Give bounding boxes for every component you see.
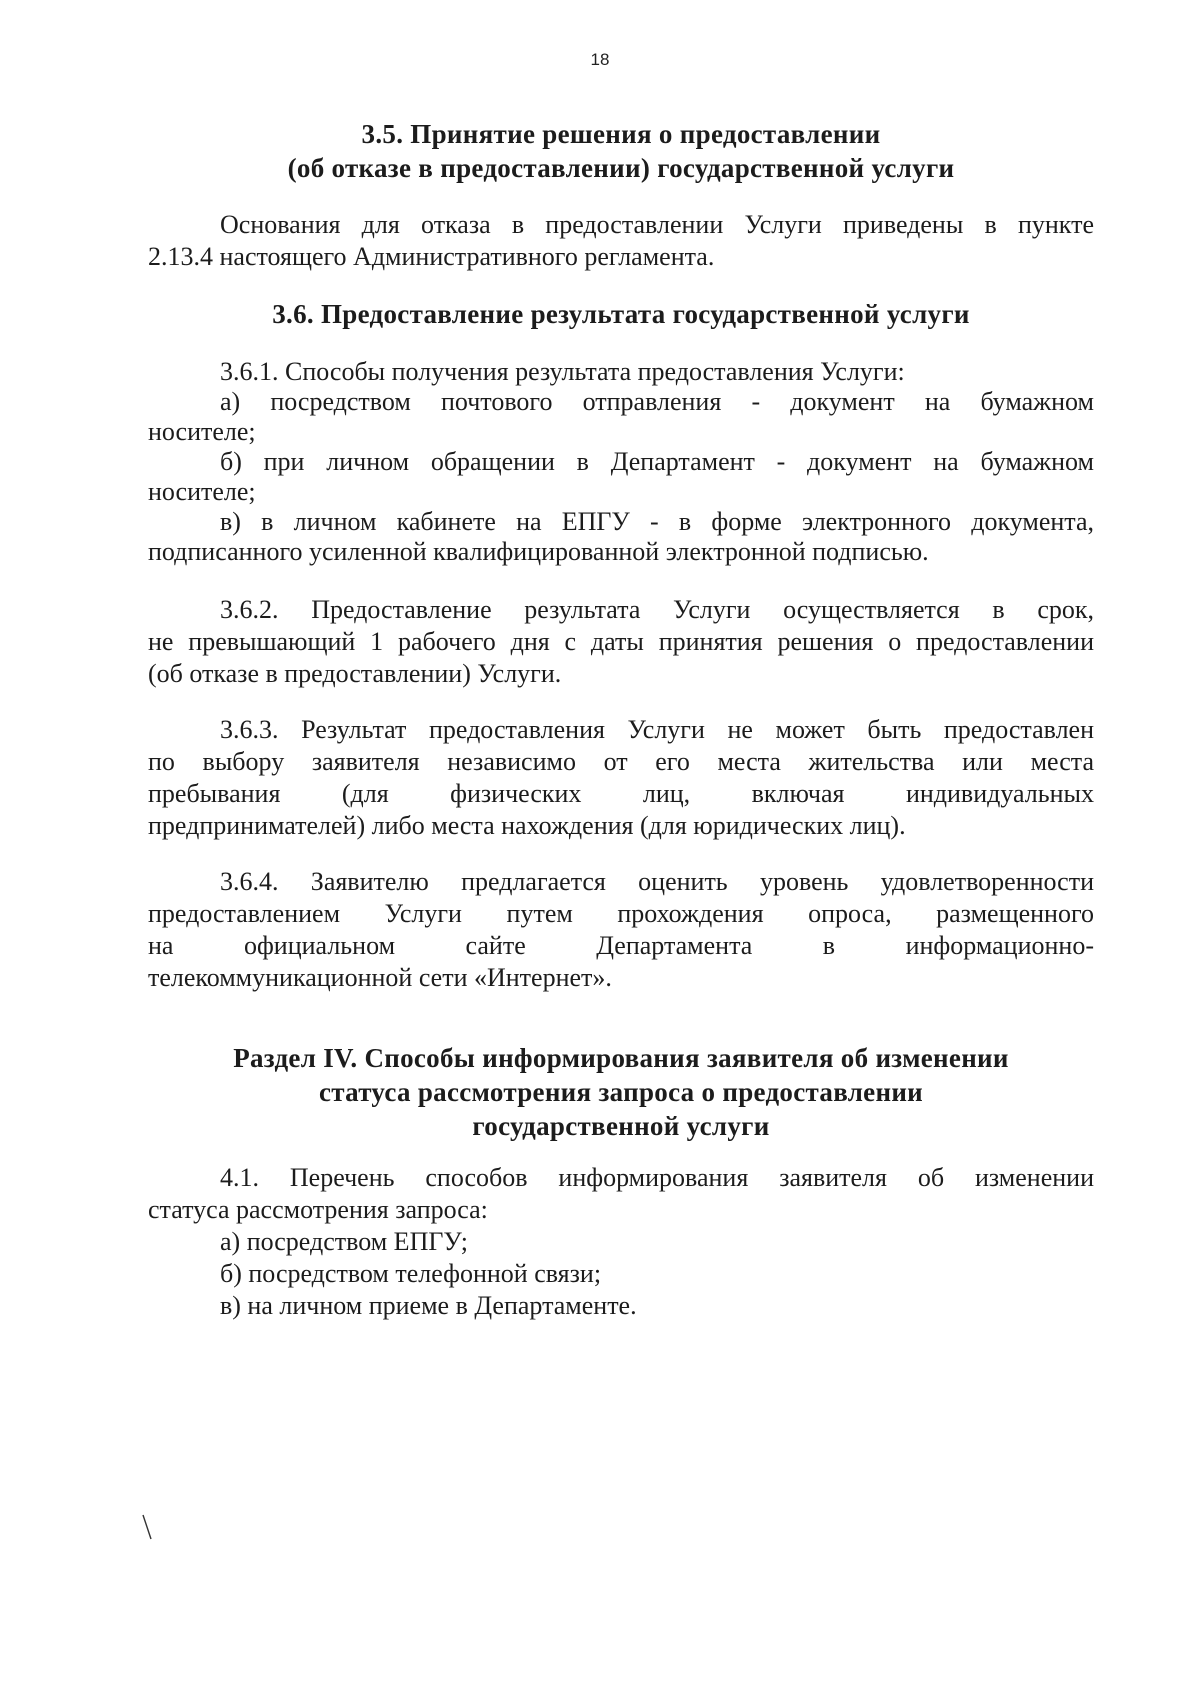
heading-line: 3.6. Предоставление результата государственной услуги <box>272 299 970 329</box>
text-line: пребывания (для физических лиц, включая индивидуальных <box>148 779 1094 808</box>
text-line: 2.13.4 настоящего Административного регламента. <box>148 242 715 271</box>
text-line: носителе; <box>148 417 256 446</box>
text-line: (об отказе в предоставлении) Услуги. <box>148 659 562 688</box>
text-line: телекоммуникационной сети «Интернет». <box>148 963 612 992</box>
paragraph-4-1 <box>148 1162 1094 1322</box>
heading-line: 3.5. Принятие решения о предоставлении <box>361 119 881 149</box>
list-item: а) посредством ЕПГУ; <box>220 1227 469 1256</box>
text-line: носителе; <box>148 477 256 506</box>
page-number: 18 <box>590 50 610 69</box>
list-item: в) в личном кабинете на ЕПГУ - в форме электронного документа, <box>220 507 1094 536</box>
text-line: подписанного усиленной квалифицированной электронной подписью. <box>148 537 929 566</box>
text-line: по выбору заявителя независимо от его места жительства или места <box>148 747 1094 776</box>
text-line: статуса рассмотрения запроса: <box>148 1195 488 1224</box>
heading-line: (об отказе в предоставлении) государственной услуги <box>287 153 955 183</box>
text-line: 3.6.3. Результат предоставления Услуги не может быть предоставлен <box>220 715 1094 744</box>
text-line: 4.1. Перечень способов информирования заявителя об изменении <box>220 1163 1094 1192</box>
stray-pen-mark <box>140 1513 154 1541</box>
text-line: на официальном сайте Департамента в информационно- <box>148 931 1094 960</box>
text-line: не превышающий 1 рабочего дня с даты принятия решения о предоставлении <box>148 627 1094 656</box>
paragraph-refusal-grounds <box>148 209 1094 273</box>
heading-line: Раздел IV. Способы информирования заявителя об изменении <box>233 1043 1009 1073</box>
text-line: 3.6.4. Заявителю предлагается оценить уровень удовлетворенности <box>220 867 1094 896</box>
heading-line: государственной услуги <box>472 1111 770 1141</box>
list-item: б) посредством телефонной связи; <box>220 1259 602 1288</box>
list-item: в) на личном приеме в Департаменте. <box>220 1291 637 1320</box>
section-3-6-heading <box>148 297 1094 331</box>
text-line: предпринимателей) либо места нахождения (для юридических лиц). <box>148 811 906 840</box>
list-item: б) при личном обращении в Департамент - документ на бумажном <box>220 447 1094 476</box>
section-4-heading <box>148 1041 1094 1143</box>
paragraph-3-6-2 <box>148 594 1094 690</box>
list-item: а) посредством почтового отправления - документ на бумажном <box>220 387 1094 416</box>
text-line: Основания для отказа в предоставлении Услуги приведены в пункте <box>220 210 1094 239</box>
paragraph-3-6-3 <box>148 714 1094 842</box>
text-line: 3.6.2. Предоставление результата Услуги осуществляется в срок, <box>220 595 1094 624</box>
text-line: предоставлением Услуги путем прохождения опроса, размещенного <box>148 899 1094 928</box>
text-line: 3.6.1. Способы получения результата предоставления Услуги: <box>220 357 905 386</box>
section-3-5-heading <box>148 117 1094 185</box>
paragraph-3-6-1 <box>148 357 1094 567</box>
heading-line: статуса рассмотрения запроса о предоставлении <box>318 1077 924 1107</box>
paragraph-3-6-4 <box>148 866 1094 994</box>
